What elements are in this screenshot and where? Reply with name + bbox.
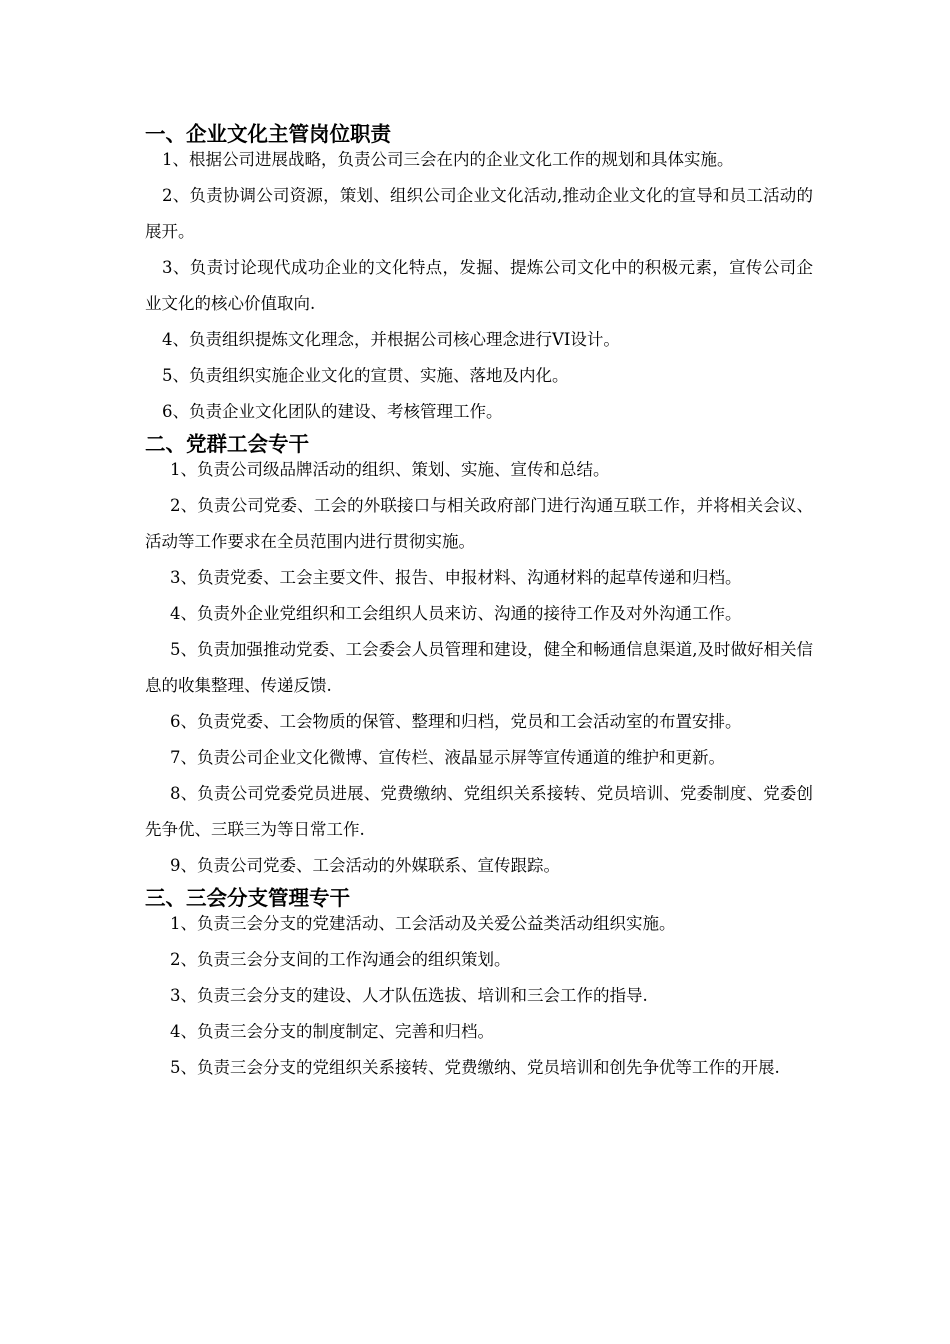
section-three-associations-branch-officer	[145, 884, 813, 1086]
list-item: 6、负责党委、工会物质的保管、整理和归档，党员和工会活动室的布置安排。	[170, 712, 742, 731]
list-item: 2、负责协调公司资源，策划、组织公司企业文化活动,推动企业文化的宣导和员工活动的展开。	[145, 186, 813, 241]
section-heading: 一、企业文化主管岗位职责	[145, 122, 391, 146]
list-item: 1、负责三会分支的党建活动、工会活动及关爱公益类活动组织实施。	[170, 914, 676, 933]
list-item: 5、负责组织实施企业文化的宣贯、实施、落地及内化。	[162, 366, 569, 385]
list-item: 9、负责公司党委、工会活动的外媒联系、宣传跟踪。	[170, 856, 560, 875]
list-item: 5、负责三会分支的党组织关系接转、党费缴纳、党员培训和创先争优等工作的开展.	[170, 1058, 780, 1077]
list-item: 8、负责公司党委党员进展、党费缴纳、党组织关系接转、党员培训、党委制度、党委创先争优、三联三为等日常工作.	[145, 784, 813, 839]
section-heading: 三、三会分支管理专干	[145, 886, 350, 910]
list-item: 2、负责三会分支间的工作沟通会的组织策划。	[170, 950, 511, 969]
list-item: 1、根据公司进展战略，负责公司三会在内的企业文化工作的规划和具体实施。	[162, 150, 734, 169]
list-item: 4、负责外企业党组织和工会组织人员来访、沟通的接待工作及对外沟通工作。	[170, 604, 742, 623]
list-item: 4、负责组织提炼文化理念，并根据公司核心理念进行VI设计。	[162, 330, 620, 349]
section-heading: 二、党群工会专干	[145, 432, 309, 456]
list-item: 3、负责讨论现代成功企业的文化特点，发掘、提炼公司文化中的积极元素，宣传公司企业文化的核心价值取向.	[145, 258, 813, 313]
list-item: 6、负责企业文化团队的建设、考核管理工作。	[162, 402, 503, 421]
section-corporate-culture-supervisor	[145, 120, 813, 430]
list-item: 2、负责公司党委、工会的外联接口与相关政府部门进行沟通互联工作，并将相关会议、活动等工作要求在全员范围内进行贯彻实施。	[145, 496, 813, 551]
document-body	[145, 120, 813, 1086]
list-item: 4、负责三会分支的制度制定、完善和归档。	[170, 1022, 494, 1041]
list-item: 3、负责党委、工会主要文件、报告、申报材料、沟通材料的起草传递和归档。	[170, 568, 742, 587]
list-item: 5、负责加强推动党委、工会委会人员管理和建设，健全和畅通信息渠道,及时做好相关信息的收集整理、传递反馈.	[145, 640, 813, 695]
list-item: 3、负责三会分支的建设、人才队伍选拔、培训和三会工作的指导.	[170, 986, 648, 1005]
list-item: 1、负责公司级品牌活动的组织、策划、实施、宣传和总结。	[170, 460, 610, 479]
list-item: 7、负责公司企业文化微博、宣传栏、液晶显示屏等宣传通道的维护和更新。	[170, 748, 725, 767]
section-party-union-officer	[145, 430, 813, 884]
